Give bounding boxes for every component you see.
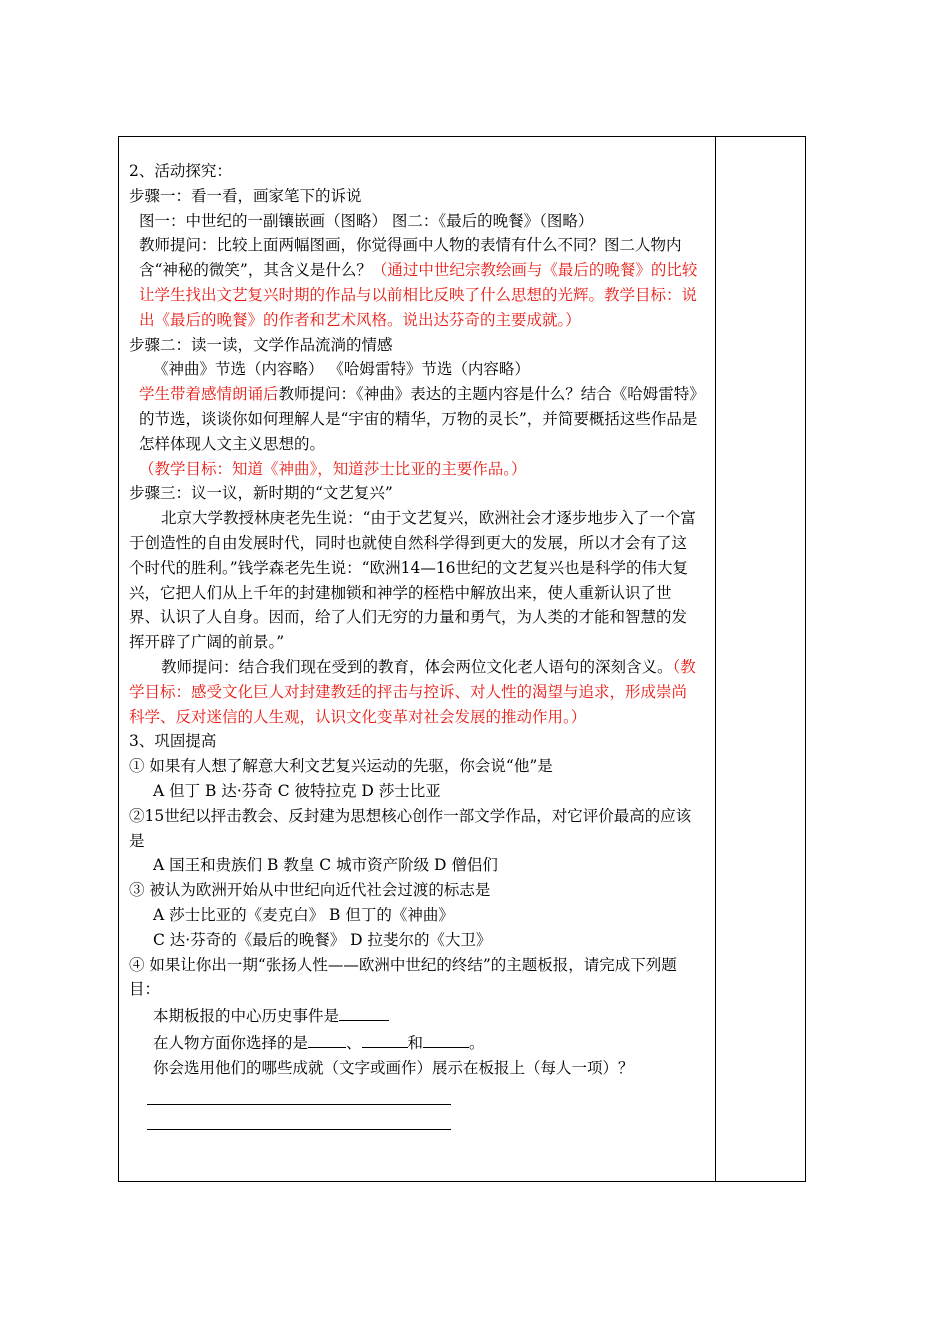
lesson-content bbox=[129, 159, 701, 1130]
question-3-options-ab: A 莎士比亚的《麦克白》 B 但丁的《神曲》 bbox=[153, 905, 454, 924]
step3-paragraph bbox=[129, 655, 701, 729]
step1-paragraph bbox=[129, 233, 701, 332]
step3-question: 教师提问：结合我们现在受到的教育，体会两位文化老人语句的深刻含义。 bbox=[161, 657, 673, 676]
step2-works: 《神曲》节选（内容略） 《哈姆雷特》节选（内容略） bbox=[153, 360, 530, 379]
answer-line-1[interactable] bbox=[147, 1080, 451, 1105]
lesson-table bbox=[118, 136, 806, 1182]
question-3: ③ 被认为欧洲开始从中世纪向近代社会过渡的标志是 bbox=[129, 881, 491, 900]
section2-heading: 2、活动探究： bbox=[129, 162, 232, 180]
step2-title: 步骤二：读一读，文学作品流淌的情感 bbox=[129, 335, 393, 354]
step2-question: 教师提问：《神曲》表达的主题内容是什么？结合《哈姆雷特》的节选，谈谈你如何理解人是“宇宙的精华，万物的灵长”，并简要概括这些作品是怎样体现人文主义思想的。 bbox=[139, 385, 698, 453]
answer-blank-person-1[interactable] bbox=[308, 1029, 346, 1048]
question-4: ④ 如果让你出一期“张扬人性——欧洲中世纪的终结”的主题板报，请完成下列题目： bbox=[129, 955, 677, 999]
step3-title: 步骤三：议一议，新时期的“文艺复兴” bbox=[129, 484, 393, 503]
question-4-line2: 在人物方面你选择的是 、 和 。 bbox=[129, 1029, 701, 1056]
question-1: ① 如果有人想了解意大利文艺复兴运动的先驱，你会说“他”是 bbox=[129, 757, 553, 776]
question-2: ②15世纪以抨击教会、反封建为思想核心创作一部文学作品，对它评价最高的应该是 bbox=[129, 806, 692, 850]
question-1-options: A 但丁 B 达·芬奇 C 彼特拉克 D 莎士比亚 bbox=[153, 781, 441, 800]
question-4-line3: 你会选用他们的哪些成就（文字或画作）展示在板报上（每人一项）？ bbox=[153, 1058, 634, 1077]
step1-figures: 图一：中世纪的一副镶嵌画（图略） 图二：《最后的晚餐》（图略） bbox=[139, 211, 594, 230]
step1-title: 步骤一：看一看，画家笔下的诉说 bbox=[129, 186, 362, 205]
step3-quote: 北京大学教授林庚老先生说：“由于文艺复兴，欧洲社会才逐步地步入了一个富于创造性的自由发展时代，同时也就使自然科学得到更大的发展，所以才会有了这个时代的胜利。”钱学森老先生说：“欧洲14—16世纪的文艺复兴也是科学的伟大复兴，它把人们从上千年的封建枷锁和神学的桎梏中解放出来，使人重新认识了世界、认识了人自身。因而，给了人们无穷的力量和勇气，为人类的才能和智慧的发挥开辟了广阔的前景。” bbox=[129, 509, 696, 652]
step3-note: （教学目标：感受文化巨人对封建教廷的抨击与控诉、对人性的渴望与追求，形成崇尚科学、反对迷信的人生观，认识文化变革对社会发展的推动作用。） bbox=[129, 657, 696, 726]
step1-note: （通过中世纪宗教绘画与《最后的晚餐》的比较让学生找出文艺复兴时期的作品与以前相比反映了什么思想的光辉。教学目标：说出《最后的晚餐》的作者和艺术风格。说出达芬奇的主要成就。） bbox=[139, 261, 698, 329]
section3-heading: 3、巩固提高 bbox=[129, 732, 217, 751]
answer-line-2[interactable] bbox=[147, 1105, 451, 1130]
answer-blank-event[interactable] bbox=[339, 1002, 389, 1021]
question-3-options-cd: C 达·芬奇的《最后的晚餐》 D 拉斐尔的《大卫》 bbox=[153, 930, 492, 949]
step1-question: 教师提问：比较上面两幅图画，你觉得画中人物的表情有什么不同？图二人物内含“神秘的微笑”，其含义是什么？ bbox=[139, 236, 682, 280]
answer-blank-person-3[interactable] bbox=[423, 1029, 469, 1048]
step2-paragraph bbox=[129, 382, 701, 481]
answer-blank-person-2[interactable] bbox=[362, 1029, 408, 1048]
step2-note: （教学目标：知道《神曲》，知道莎士比亚的主要作品。） bbox=[139, 459, 527, 478]
step2-lead: 学生带着感情朗诵后 bbox=[139, 385, 279, 404]
question-4-line1: 本期板报的中心历史事件是 bbox=[129, 1002, 701, 1029]
notes-column bbox=[716, 137, 805, 1181]
question-2-options: A 国王和贵族们 B 教皇 C 城市资产阶级 D 僧侣们 bbox=[153, 856, 498, 875]
